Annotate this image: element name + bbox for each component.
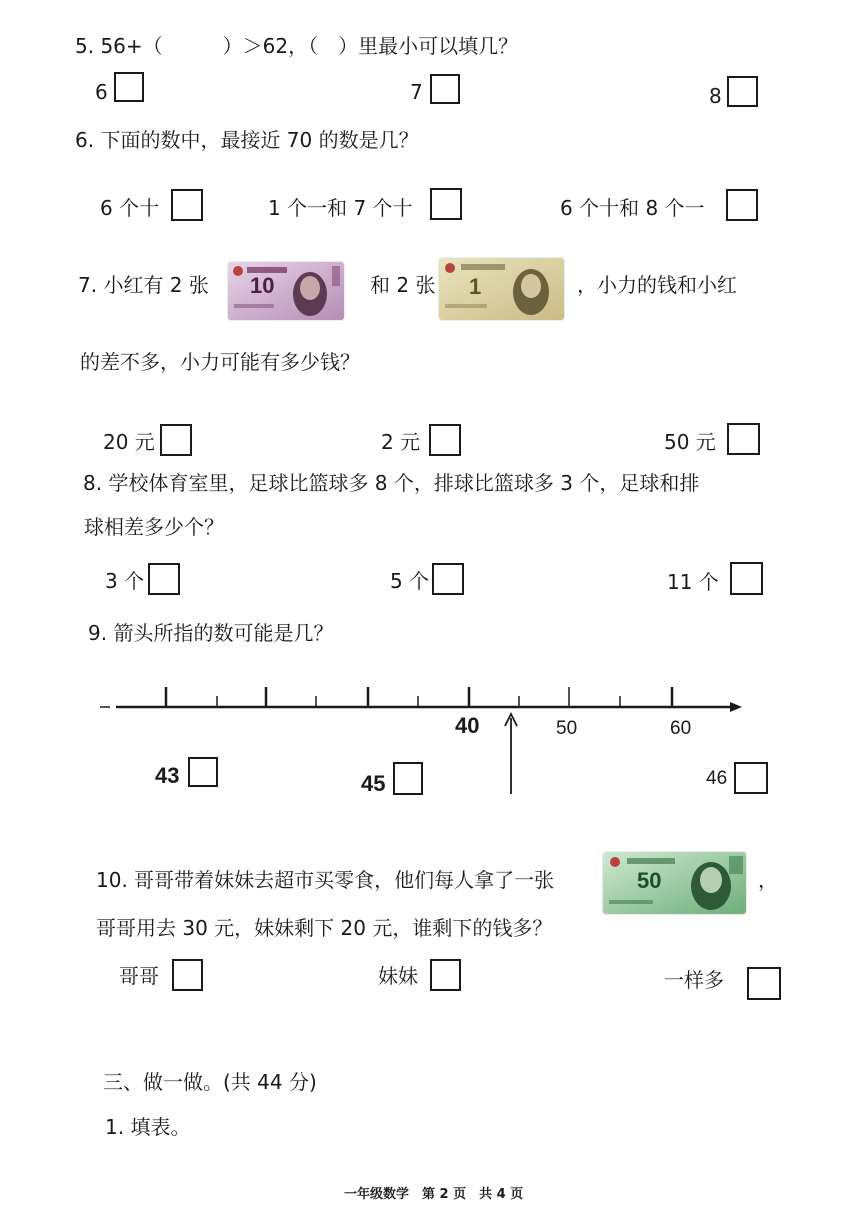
q5-option-a-label: 6: [95, 80, 108, 104]
q8-option-c-label: 11 个: [667, 570, 719, 594]
q9-option-b-checkbox[interactable]: [393, 762, 423, 795]
q7-option-a-label: 20 元: [103, 430, 155, 454]
q7-option-c-label: 50 元: [664, 430, 716, 454]
q6-option-b-label: 1 个一和 7 个十: [268, 196, 413, 220]
fifty-yuan-banknote: [603, 852, 746, 914]
ten-yuan-banknote: [228, 262, 344, 320]
q10-option-a-label: 哥哥: [119, 964, 159, 988]
q6-option-a-label: 6 个十: [100, 196, 160, 220]
q5-option-c-checkbox[interactable]: [727, 76, 758, 107]
q5-stem: 5. 56+（ ）＞62，（ ）里最小可以填几？: [75, 34, 519, 58]
number-line-label-50: 50: [556, 718, 578, 739]
q10-stem-part1: 10. 哥哥带着妹妹去超市买零食，他们每人拿了一张: [96, 868, 555, 892]
q10-option-a-checkbox[interactable]: [172, 959, 203, 991]
q10-option-c-checkbox[interactable]: [747, 967, 781, 1000]
q7-option-c-checkbox[interactable]: [727, 423, 760, 455]
q10-option-b-checkbox[interactable]: [430, 959, 461, 991]
q9-stem: 9. 箭头所指的数可能是几？: [88, 621, 334, 645]
one-yuan-banknote: [439, 258, 564, 320]
q6-stem: 6. 下面的数中，最接近 70 的数是几？: [75, 128, 419, 152]
q7-stem-line2: 的差不多，小力可能有多少钱？: [80, 350, 360, 374]
page-footer: 一年级数学 第 2 页 共 4 页: [344, 1187, 524, 1202]
section-3-title: 三、做一做。(共 44 分): [103, 1070, 317, 1094]
q10-stem-part2: ，: [758, 868, 778, 892]
q5-option-c-label: 8: [709, 84, 722, 108]
q6-option-c-checkbox[interactable]: [726, 189, 758, 221]
q8-stem-line1: 8. 学校体育室里，足球比篮球多 8 个，排球比篮球多 3 个，足球和排: [83, 471, 700, 495]
q9-option-a-label: 43: [155, 763, 180, 788]
q9-option-c-label: 46: [706, 768, 728, 789]
q7-stem-part3: ，小力的钱和小红: [577, 273, 737, 297]
q7-option-b-checkbox[interactable]: [429, 424, 461, 456]
q5-option-b-label: 7: [410, 80, 423, 104]
q5-option-b-checkbox[interactable]: [430, 74, 460, 104]
number-line-arrowhead: [730, 702, 742, 712]
q8-option-a-label: 3 个: [105, 569, 145, 593]
q8-option-b-label: 5 个: [390, 569, 430, 593]
q10-stem-line2: 哥哥用去 30 元，妹妹剩下 20 元，谁剩下的钱多？: [96, 916, 553, 940]
number-line-label-60: 60: [670, 718, 692, 739]
q9-option-a-checkbox[interactable]: [188, 757, 218, 787]
q5-option-a-checkbox[interactable]: [114, 72, 144, 102]
q10-option-c-label: 一样多: [664, 968, 724, 992]
q7-stem-part1: 7. 小红有 2 张: [78, 273, 209, 297]
q9-option-c-checkbox[interactable]: [734, 762, 768, 794]
number-line-label-40: 40: [455, 713, 480, 738]
q10-option-b-label: 妹妹: [378, 964, 418, 988]
q6-option-c-label: 6 个十和 8 个一: [560, 196, 705, 220]
q8-option-a-checkbox[interactable]: [148, 563, 180, 595]
fifty-denomination: 50: [637, 868, 662, 893]
q6-option-a-checkbox[interactable]: [171, 189, 203, 221]
q7-option-a-checkbox[interactable]: [160, 424, 192, 456]
q8-option-b-checkbox[interactable]: [432, 563, 464, 595]
q8-stem-line2: 球相差多少个？: [84, 515, 224, 539]
section-3-item-1: 1. 填表。: [105, 1115, 191, 1139]
one-denomination: 1: [469, 274, 482, 299]
q6-option-b-checkbox[interactable]: [430, 188, 462, 220]
q7-option-b-label: 2 元: [381, 430, 421, 454]
q7-stem-part2: 和 2 张: [370, 273, 436, 297]
ten-denomination: 10: [250, 273, 275, 298]
q8-option-c-checkbox[interactable]: [730, 562, 763, 595]
q9-option-b-label: 45: [361, 771, 386, 796]
